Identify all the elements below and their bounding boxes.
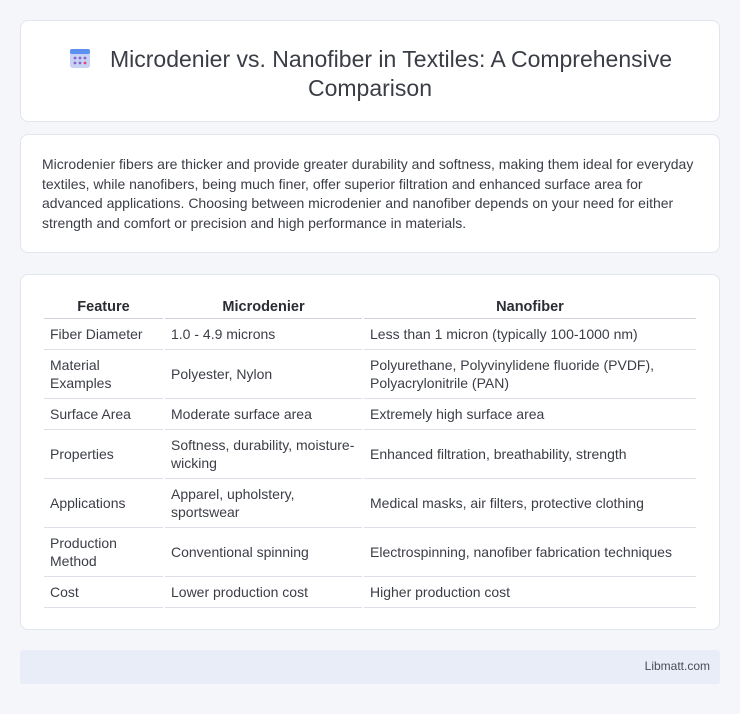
cell-feature: Fiber Diameter — [44, 319, 163, 350]
cell-nanofiber: Electrospinning, nanofiber fabrication techniques — [364, 528, 696, 577]
table-row — [44, 350, 696, 399]
intro-paragraph: Microdenier fibers are thicker and provide greater durability and softness, making them ideal for everyday textiles, while nanofibers, being much finer, offer superior filtration and enhanced surface area for advanced applications. Choosing between microdenier and nanofiber depends on your need for either strength and comfort or precision and high performance in materials. — [42, 156, 694, 231]
table-header-row — [44, 295, 696, 319]
table-row — [44, 528, 696, 577]
header-microdenier: Microdenier — [165, 295, 362, 319]
header-feature: Feature — [44, 295, 163, 319]
comparison-table — [42, 295, 698, 608]
cell-feature: Cost — [44, 577, 163, 608]
cell-nanofiber: Extremely high surface area — [364, 399, 696, 430]
table-row — [44, 577, 696, 608]
cell-feature: Material Examples — [44, 350, 163, 399]
header-nanofiber: Nanofiber — [364, 295, 696, 319]
cell-nanofiber: Polyurethane, Polyvinylidene fluoride (PVDF), Polyacrylonitrile (PAN) — [364, 350, 696, 399]
cell-microdenier: Conventional spinning — [165, 528, 362, 577]
cell-feature: Properties — [44, 430, 163, 479]
cell-nanofiber: Medical masks, air filters, protective clothing — [364, 479, 696, 528]
table-row — [44, 319, 696, 350]
cell-microdenier: Polyester, Nylon — [165, 350, 362, 399]
page-title-wrap — [21, 45, 719, 103]
cell-microdenier: Apparel, upholstery, sportswear — [165, 479, 362, 528]
calendar-grid-icon — [68, 46, 92, 70]
cell-microdenier: Lower production cost — [165, 577, 362, 608]
cell-feature: Surface Area — [44, 399, 163, 430]
table-row — [44, 479, 696, 528]
cell-feature: Applications — [44, 479, 163, 528]
cell-nanofiber: Enhanced filtration, breathability, strength — [364, 430, 696, 479]
page-title: Microdenier vs. Nanofiber in Textiles: A Comprehensive Comparison — [109, 46, 673, 101]
table-row — [44, 430, 696, 479]
intro-card — [20, 134, 720, 253]
cell-nanofiber: Higher production cost — [364, 577, 696, 608]
cell-feature: Production Method — [44, 528, 163, 577]
table-row — [44, 399, 696, 430]
cell-microdenier: Softness, durability, moisture-wicking — [165, 430, 362, 479]
table-card — [20, 274, 720, 630]
footer-site-link[interactable]: Libmatt.com — [644, 659, 710, 673]
cell-microdenier: 1.0 - 4.9 microns — [165, 319, 362, 350]
footer-bar — [20, 650, 720, 684]
cell-nanofiber: Less than 1 micron (typically 100-1000 nm) — [364, 319, 696, 350]
title-card — [20, 20, 720, 122]
cell-microdenier: Moderate surface area — [165, 399, 362, 430]
